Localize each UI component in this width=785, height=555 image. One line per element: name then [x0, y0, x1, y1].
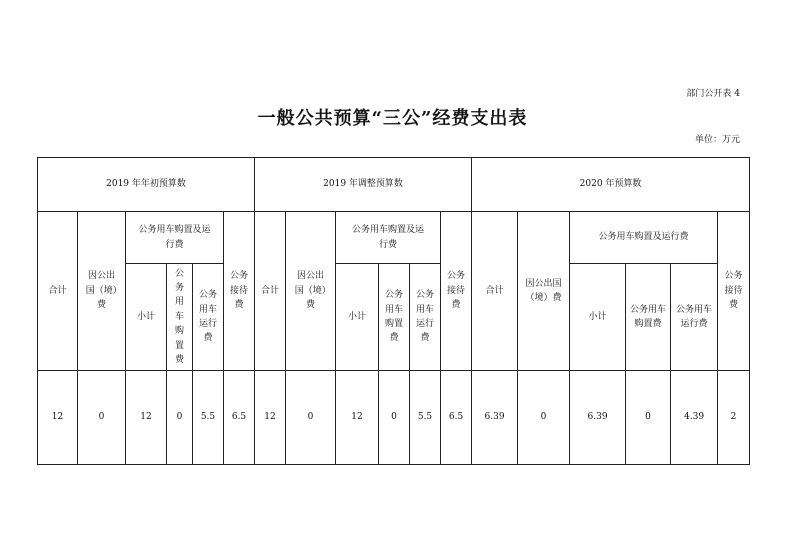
header-vehicle-text: 公务用车购置及运行费: [352, 225, 425, 250]
header-running: [410, 264, 441, 371]
header-subtotal: 小计: [336, 264, 379, 371]
value-reception: 6.5: [441, 371, 472, 465]
header-running: [671, 264, 718, 371]
header-purchase-text: 公务用车购置费: [174, 268, 184, 365]
header-subtotal: 小计: [126, 264, 167, 371]
value-reception: 6.5: [224, 371, 255, 465]
header-abroad-text: 因公出国（境）费: [85, 271, 118, 311]
group-header-2019-initial: 2019 年年初预算数: [38, 158, 255, 212]
header-subtotal: 小计: [570, 264, 626, 371]
header-purchase: [379, 264, 410, 371]
header-vehicle: [126, 212, 224, 264]
header-vehicle: [336, 212, 441, 264]
value-purchase: 0: [167, 371, 193, 465]
header-running: [193, 264, 224, 371]
header-abroad: [518, 212, 570, 371]
header-total: 合计: [38, 212, 78, 371]
group-header-2019-adjusted: 2019 年调整预算数: [255, 158, 472, 212]
value-subtotal: 12: [336, 371, 379, 465]
value-running: 5.5: [193, 371, 224, 465]
unit-label: 单位：万元: [694, 135, 740, 145]
value-abroad: 0: [518, 371, 570, 465]
header-running-text: 公务用车运行费: [416, 290, 435, 344]
value-reception: 2: [718, 371, 750, 465]
header-abroad-text: 因公出国（境）费: [525, 278, 562, 303]
header-running-text: 公务用车运行费: [676, 304, 713, 329]
value-total: 6.39: [472, 371, 518, 465]
header-reception: [718, 212, 750, 371]
header-reception: [441, 212, 472, 371]
header-total: 合计: [472, 212, 518, 371]
expense-table: [37, 157, 750, 465]
value-subtotal: 12: [126, 371, 167, 465]
value-purchase: 0: [626, 371, 671, 465]
header-purchase-text: 公务用车购置费: [630, 304, 667, 329]
header-reception: [224, 212, 255, 371]
header-purchase-text: 公务用车购置费: [385, 290, 404, 344]
header-vehicle-text: 公务用车购置及运行费: [138, 225, 211, 250]
header-reception-text: 公务接待费: [724, 271, 743, 311]
header-reception-text: 公务接待费: [230, 271, 249, 311]
value-running: 4.39: [671, 371, 718, 465]
value-purchase: 0: [379, 371, 410, 465]
group-header-2020: 2020 年预算数: [472, 158, 750, 212]
header-running-text: 公务用车运行费: [198, 290, 217, 344]
header-reception-text: 公务接待费: [447, 271, 466, 311]
header-abroad: [286, 212, 336, 371]
page-title: 一般公共预算“三公”经费支出表: [257, 108, 528, 129]
header-purchase: [626, 264, 671, 371]
value-abroad: 0: [78, 371, 126, 465]
header-abroad: [78, 212, 126, 371]
value-total: 12: [38, 371, 78, 465]
form-number: 部门公开表 4: [686, 89, 740, 99]
value-abroad: 0: [286, 371, 336, 465]
value-total: 12: [255, 371, 286, 465]
header-abroad-text: 因公出国（境）费: [294, 271, 327, 311]
header-purchase: [167, 264, 193, 371]
value-running: 5.5: [410, 371, 441, 465]
value-subtotal: 6.39: [570, 371, 626, 465]
header-vehicle: 公务用车购置及运行费: [570, 212, 718, 264]
header-total: 合计: [255, 212, 286, 371]
